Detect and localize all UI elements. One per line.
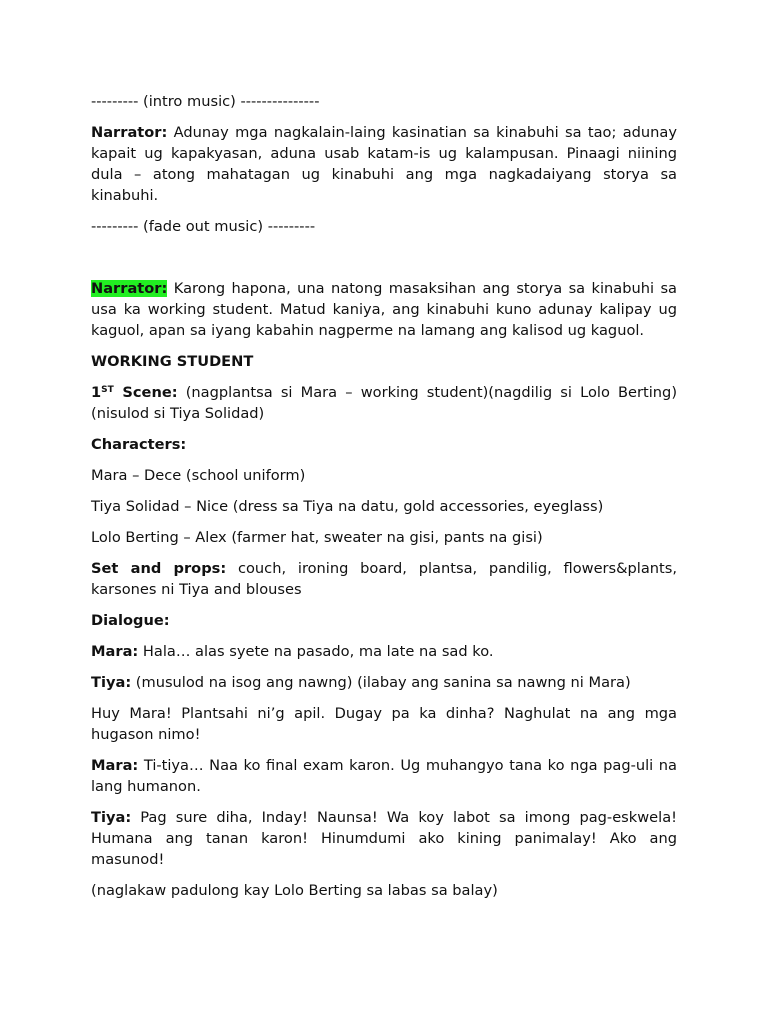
characters-heading	[91, 434, 677, 455]
speaker-label: Narrator:	[91, 124, 168, 141]
dialogue-line	[91, 672, 677, 693]
document-page	[91, 91, 677, 911]
play-title	[91, 351, 677, 372]
speaker-label: Mara:	[91, 643, 139, 660]
narrator-text: Karong hapona, una natong masaksihan ang storya sa kinabuhi sa usa ka working student. Matud kaniya, ang kinabuhi kuno adunay kalipay ug kaguol, apan sa iyang kabahin nagperme na lamang ang kalisod ug kaguol.	[91, 280, 677, 339]
dialogue-line	[91, 807, 677, 870]
narrator-line-1	[91, 122, 677, 206]
set-and-props	[91, 558, 677, 600]
characters-heading-text: Characters:	[91, 436, 187, 453]
character-entry: Tiya Solidad – Nice (dress sa Tiya na datu, gold accessories, eyeglass)	[91, 498, 604, 515]
scene-ordinal-suffix: ST	[101, 385, 114, 395]
speaker-label: Mara:	[91, 757, 139, 774]
dialogue-text: Pag sure diha, Inday! Naunsa! Wa koy labot sa imong pag-eskwela! Humana ang tanan karon! Hinumdumi ako kining panimalay! Ako ang masunod!	[91, 809, 677, 868]
scene-number: 1	[91, 384, 102, 401]
intro-music-cue: --------- (intro music) ---------------	[91, 93, 320, 110]
dialogue-line	[91, 641, 677, 662]
set-props-label: Set and props:	[91, 560, 227, 577]
scene-description: (nagplantsa si Mara – working student)(nagdilig si Lolo Berting)(nisulod si Tiya Solidad)	[91, 384, 678, 422]
blank-line	[91, 247, 677, 278]
narrator-line-2	[91, 278, 677, 341]
play-title-text: WORKING STUDENT	[91, 353, 254, 370]
dialogue-text: (musulod na isog ang nawng) (ilabay ang sanina sa nawng ni Mara)	[131, 674, 631, 691]
scene-word: Scene:	[113, 384, 178, 401]
set-props-text: couch, ironing board, plantsa, pandilig, flowers&plants, karsones ni Tiya and blouses	[91, 560, 678, 598]
stage-direction: (naglakaw padulong kay Lolo Berting sa labas sa balay)	[91, 882, 498, 899]
character-entry: Lolo Berting – Alex (farmer hat, sweater na gisi, pants na gisi)	[91, 529, 543, 546]
scene-heading	[91, 382, 677, 424]
fade-out-music-cue: --------- (fade out music) ---------	[91, 218, 316, 235]
character-entry: Mara – Dece (school uniform)	[91, 467, 306, 484]
dialogue-text: Ti-tiya… Naa ko final exam karon. Ug muhangyo tana ko nga pag-uli na lang humanon.	[91, 757, 677, 795]
scene-label	[91, 384, 178, 401]
dialogue-text: Hala… alas syete na pasado, ma late na sad ko.	[138, 643, 494, 660]
dialogue-heading-text: Dialogue:	[91, 612, 170, 629]
dialogue-line	[91, 703, 677, 745]
speaker-label-highlighted: Narrator:	[91, 280, 168, 297]
speaker-label: Tiya:	[91, 674, 132, 691]
dialogue-text: Huy Mara! Plantsahi ni’g apil. Dugay pa ka dinha? Naghulat na ang mga hugason nimo!	[91, 705, 677, 743]
dialogue-heading	[91, 610, 677, 631]
narrator-text: Adunay mga nagkalain-laing kasinatian sa kinabuhi sa tao; adunay kapait ug kapakyasan, aduna usab katam-is ug kalampusan. Pinaagi niining dula – atong mahatagan ug kinabuhi ang mga nagkadaiyang storya sa kinabuhi.	[91, 124, 677, 204]
speaker-label: Tiya:	[91, 809, 132, 826]
dialogue-line	[91, 755, 677, 797]
